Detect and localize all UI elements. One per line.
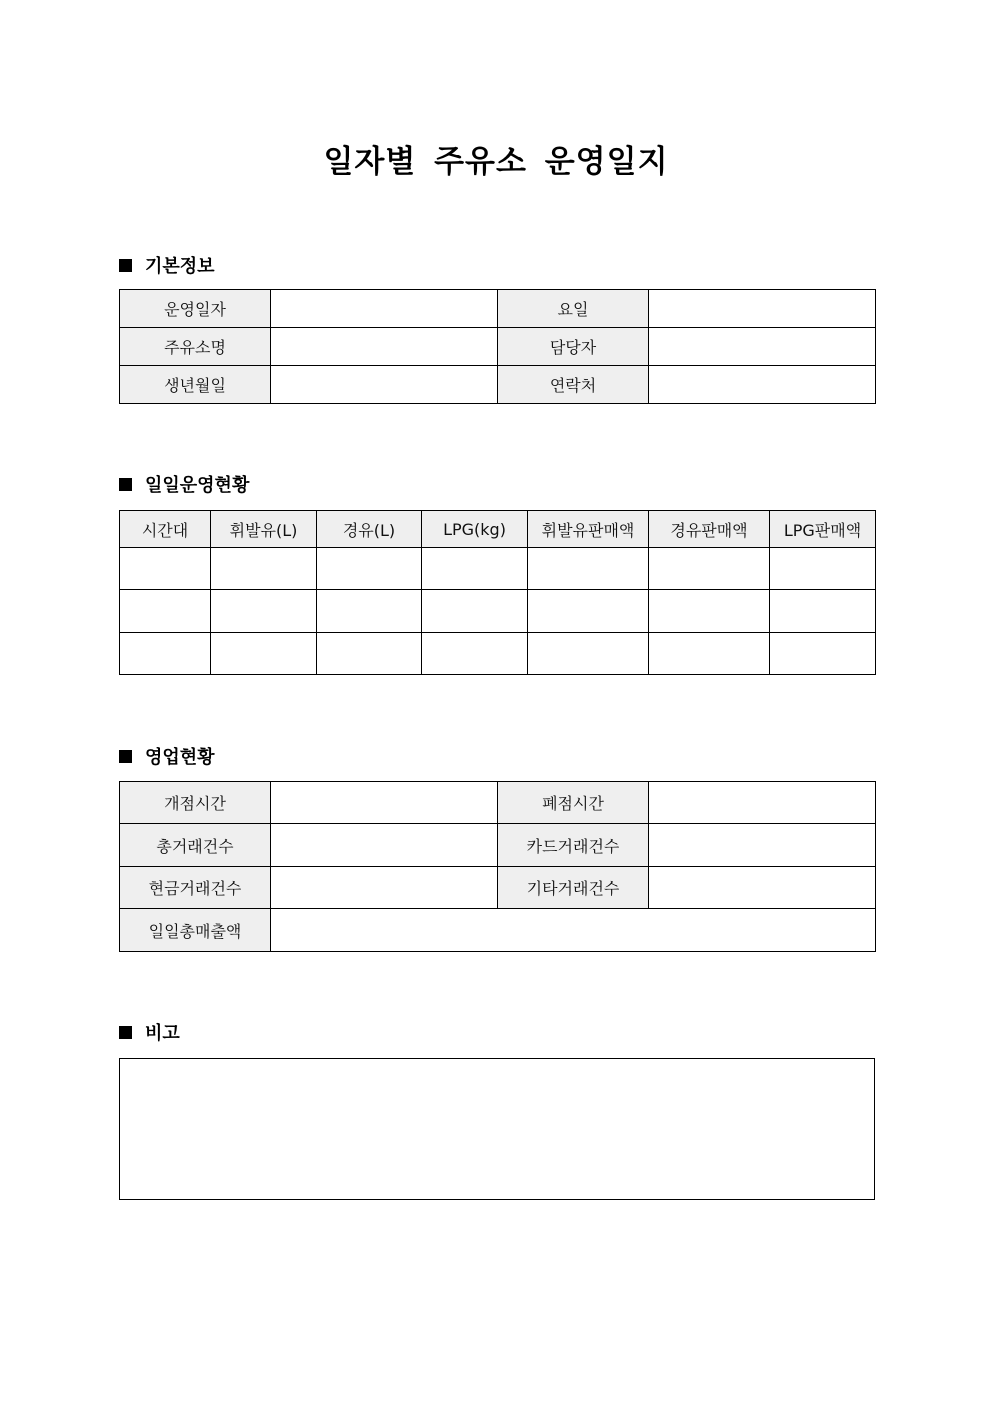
- table-row: [120, 366, 876, 404]
- table-row: [120, 824, 876, 867]
- table-cell[interactable]: [211, 548, 317, 590]
- table-cell[interactable]: [317, 590, 422, 633]
- column-header-diesel: 경유(L): [317, 511, 422, 548]
- daily-operation-heading-text: 일일운영현황: [145, 475, 250, 496]
- total-transactions-label: 총거래건수: [120, 824, 271, 867]
- contact-field[interactable]: [649, 366, 876, 404]
- column-header-lpg-sales: LPG판매액: [770, 511, 876, 548]
- table-row: [120, 867, 876, 909]
- business-status-heading-text: 영업현황: [145, 747, 215, 768]
- column-header-lpg: LPG(kg): [422, 511, 528, 548]
- column-header-time: 시간대: [120, 511, 211, 548]
- table-cell[interactable]: [770, 633, 876, 675]
- open-time-label: 개점시간: [120, 782, 271, 824]
- open-time-field[interactable]: [271, 782, 498, 824]
- weekday-field[interactable]: [649, 290, 876, 328]
- business-status-heading: [119, 744, 215, 768]
- table-row: [120, 633, 876, 675]
- manager-field[interactable]: [649, 328, 876, 366]
- square-bullet-icon: [119, 259, 132, 272]
- table-cell[interactable]: [649, 548, 770, 590]
- table-cell[interactable]: [770, 548, 876, 590]
- daily-total-sales-label: 일일총매출액: [120, 909, 271, 952]
- table-row: [120, 590, 876, 633]
- basic-info-heading-text: 기본정보: [145, 256, 215, 277]
- daily-total-sales-field[interactable]: [271, 909, 876, 952]
- remarks-heading-text: 비고: [145, 1023, 180, 1044]
- weekday-label: 요일: [498, 290, 649, 328]
- card-transactions-field[interactable]: [649, 824, 876, 867]
- operation-date-field[interactable]: [271, 290, 498, 328]
- table-cell[interactable]: [120, 633, 211, 675]
- table-cell[interactable]: [649, 590, 770, 633]
- table-cell[interactable]: [528, 590, 649, 633]
- total-transactions-field[interactable]: [271, 824, 498, 867]
- manager-label: 담당자: [498, 328, 649, 366]
- cash-transactions-field[interactable]: [271, 867, 498, 909]
- business-status-table: [119, 781, 876, 952]
- table-row: [120, 782, 876, 824]
- other-transactions-field[interactable]: [649, 867, 876, 909]
- contact-label: 연락처: [498, 366, 649, 404]
- daily-operation-heading: [119, 472, 249, 496]
- square-bullet-icon: [119, 750, 132, 763]
- square-bullet-icon: [119, 478, 132, 491]
- operation-date-label: 운영일자: [120, 290, 271, 328]
- table-row: [120, 328, 876, 366]
- daily-operation-table: [119, 510, 876, 675]
- remarks-heading: [119, 1020, 180, 1044]
- remarks-field[interactable]: [119, 1058, 875, 1200]
- other-transactions-label: 기타거래건수: [498, 867, 649, 909]
- column-header-diesel-sales: 경유판매액: [649, 511, 770, 548]
- birth-date-field[interactable]: [271, 366, 498, 404]
- table-cell[interactable]: [120, 548, 211, 590]
- table-cell[interactable]: [317, 548, 422, 590]
- column-header-gasoline: 휘발유(L): [211, 511, 317, 548]
- station-name-field[interactable]: [271, 328, 498, 366]
- basic-info-heading: [119, 253, 215, 277]
- table-cell[interactable]: [120, 590, 211, 633]
- close-time-field[interactable]: [649, 782, 876, 824]
- table-row: [120, 909, 876, 952]
- header-row: [120, 511, 876, 548]
- card-transactions-label: 카드거래건수: [498, 824, 649, 867]
- table-cell[interactable]: [422, 548, 528, 590]
- table-cell[interactable]: [211, 633, 317, 675]
- table-row: [120, 290, 876, 328]
- table-cell[interactable]: [422, 633, 528, 675]
- square-bullet-icon: [119, 1026, 132, 1039]
- table-cell[interactable]: [770, 590, 876, 633]
- birth-date-label: 생년월일: [120, 366, 271, 404]
- column-header-gasoline-sales: 휘발유판매액: [528, 511, 649, 548]
- table-cell[interactable]: [317, 633, 422, 675]
- close-time-label: 폐점시간: [498, 782, 649, 824]
- table-cell[interactable]: [211, 590, 317, 633]
- table-cell[interactable]: [422, 590, 528, 633]
- table-cell[interactable]: [528, 548, 649, 590]
- page-title: 일자별 주유소 운영일지: [323, 144, 669, 180]
- basic-info-table: [119, 289, 876, 404]
- table-cell[interactable]: [649, 633, 770, 675]
- cash-transactions-label: 현금거래건수: [120, 867, 271, 909]
- station-name-label: 주유소명: [120, 328, 271, 366]
- table-row: [120, 548, 876, 590]
- table-cell[interactable]: [528, 633, 649, 675]
